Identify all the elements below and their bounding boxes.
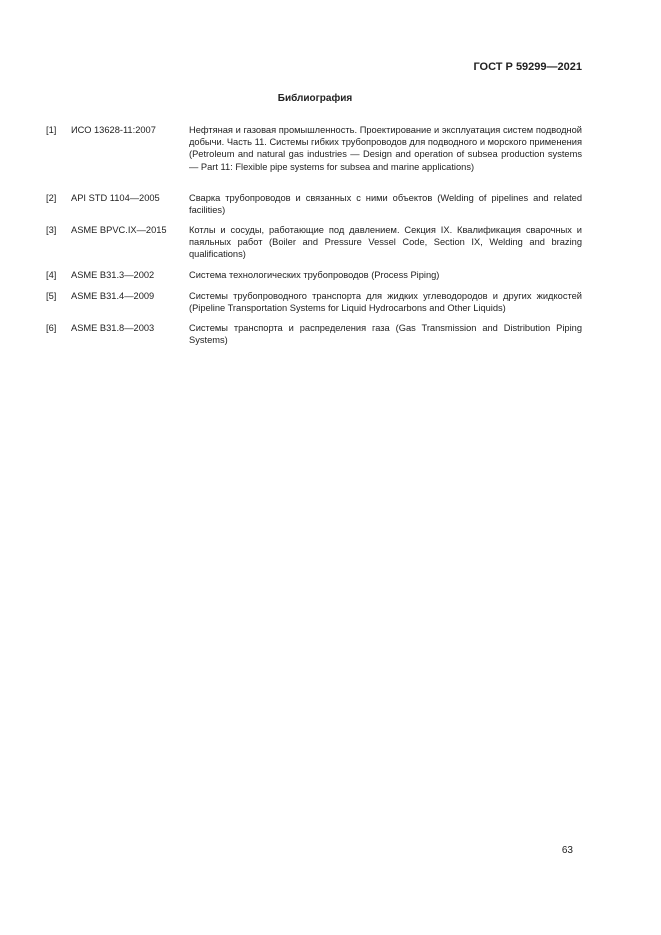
bibliography-entry <box>46 192 582 216</box>
entry-number: [3] <box>46 225 57 235</box>
entry-text: Сварка трубопроводов и связанных с ними объектов (Welding of pipelines and related facilities) <box>189 193 582 216</box>
entry-code: ASME BPVC.IX—2015 <box>71 225 167 235</box>
entry-number: [1] <box>46 125 57 135</box>
entry-text: Нефтяная и газовая промышленность. Проектирование и эксплуатация систем подводной добычи. Часть 11. Системы гибких трубопроводов для подводного и морского применения (Petroleum and natural gas industries — Design and operation of subsea production systems — Part 11: Flexible pipe systems for subsea and marine applications) <box>189 125 582 172</box>
entry-code: ИСО 13628-11:2007 <box>71 125 156 135</box>
standard-header: ГОСТ Р 59299—2021 <box>473 61 582 73</box>
entry-code: API STD 1104—2005 <box>71 193 160 203</box>
page-number: 63 <box>561 845 573 856</box>
entry-code: ASME B31.3—2002 <box>71 270 155 280</box>
section-title: Библиография <box>277 93 353 104</box>
bibliography-entry <box>46 269 582 281</box>
bibliography-entry <box>46 124 582 173</box>
entry-number: [2] <box>46 193 57 203</box>
entry-text: Котлы и сосуды, работающие под давлением. Секция IX. Квалификация сварочных и паяльных работ (Boiler and Pressure Vessel Code, Section IX, Welding and brazing qualifications) <box>189 225 582 260</box>
entry-number: [5] <box>46 291 57 301</box>
entry-code: ASME B31.4—2009 <box>71 291 155 301</box>
entry-text: Система технологических трубопроводов (Process Piping) <box>189 270 440 280</box>
entry-number: [6] <box>46 323 57 333</box>
bibliography-entry <box>46 322 582 346</box>
entry-text: Системы транспорта и распределения газа (Gas Transmission and Distribution Piping Systems) <box>189 323 582 346</box>
bibliography-entry <box>46 224 582 261</box>
entry-code: ASME B31.8—2003 <box>71 323 155 333</box>
entry-text: Системы трубопроводного транспорта для жидких углеводородов и других жидкостей (Pipeline Transportation Systems for Liquid Hydrocarbons and Other Liquids) <box>189 291 582 314</box>
entry-number: [4] <box>46 270 57 280</box>
bibliography-entry <box>46 290 582 314</box>
